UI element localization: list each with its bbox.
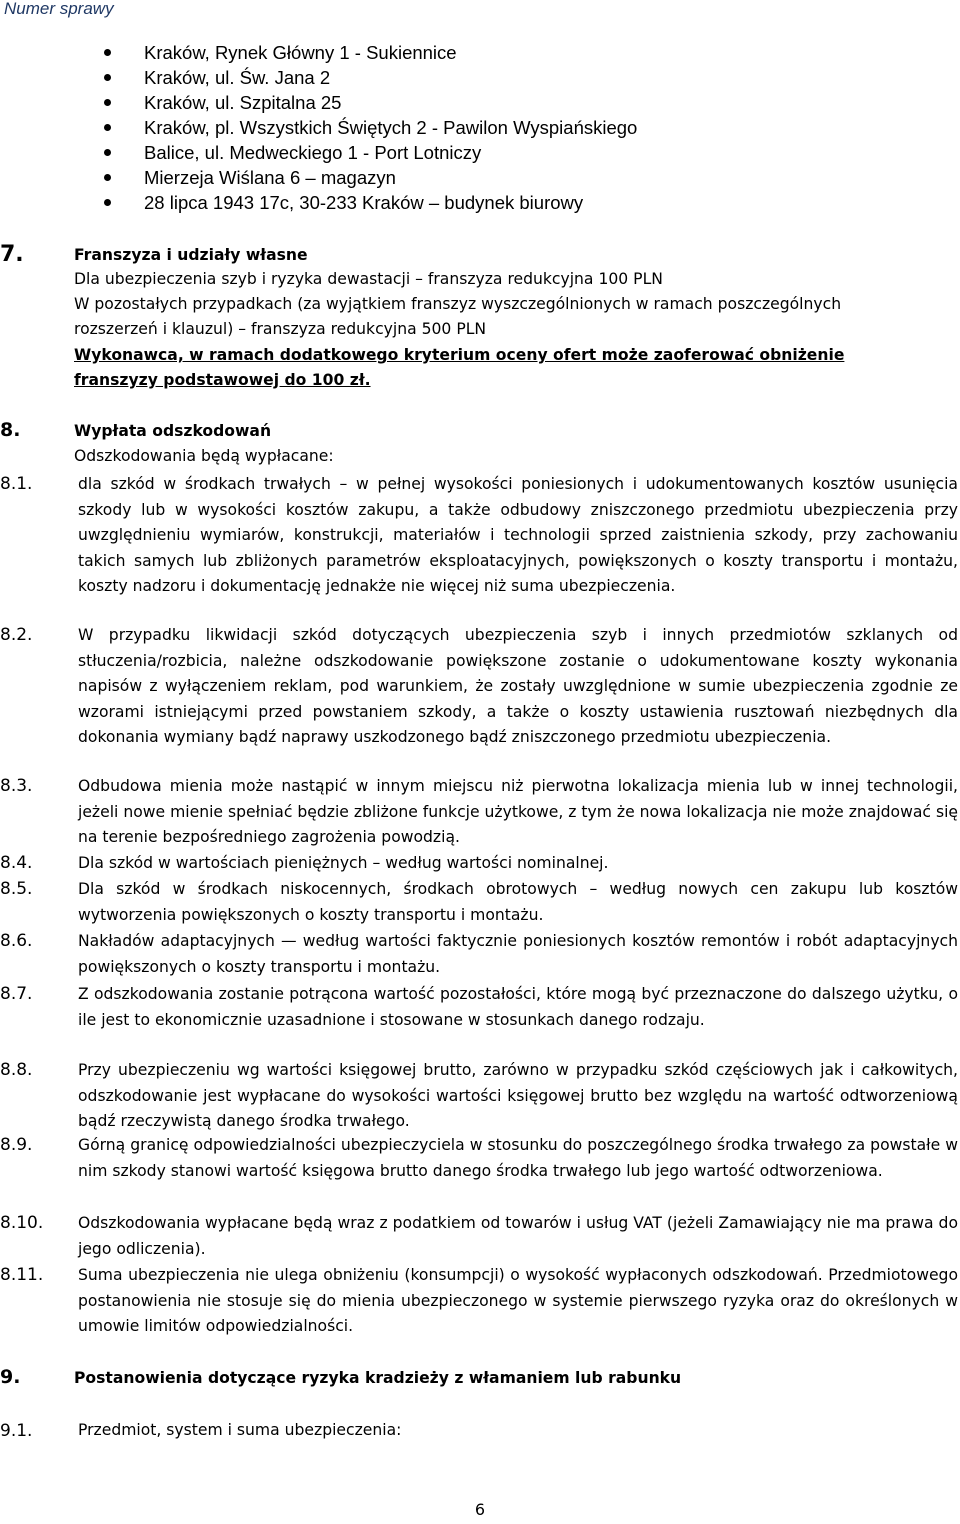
locations-list xyxy=(0,40,637,215)
location-text: Kraków, pl. Wszystkich Świętych 2 - Pawilon Wyspiańskiego xyxy=(144,117,638,138)
bullet-icon xyxy=(104,149,111,156)
list-item xyxy=(0,65,637,90)
item-text: Odbudowa mienia może nastąpić w innym miejscu niż pierwotna lokalizacja mienia lub w innej technologii, jeżeli nowe mienie spełniać będzie zbliżone funkcje użytkowe, z tym że nowa lokalizacja nie może znajdować się na terenie bezpośredniego zagrożenia powodzią. xyxy=(78,777,958,846)
item-number: 8.10. xyxy=(0,1213,44,1233)
page-number: 6 xyxy=(474,1500,486,1519)
location-text: Mierzeja Wiślana 6 – magazyn xyxy=(144,167,396,188)
location-text: Kraków, Rynek Główny 1 - Sukiennice xyxy=(144,42,457,63)
bullet-icon xyxy=(104,174,111,181)
emphasis-line: franszyzy podstawowej do 100 zł. xyxy=(74,371,371,389)
section-title: Franszyza i udziały własne xyxy=(74,246,308,264)
text-line: W pozostałych przypadkach (za wyjątkiem franszyz wyszczególnionych w ramach poszczególnych xyxy=(74,295,842,313)
item-text: Z odszkodowania zostanie potrącona wartość pozostałości, które mogą być przeznaczone do dalszego użytku, o ile jest to ekonomicznie uzasadnione i stosowane w stosunkach danego rodzaju. xyxy=(78,985,958,1029)
location-text: Balice, ul. Medweckiego 1 - Port Lotniczy xyxy=(144,142,482,163)
bullet-icon xyxy=(104,49,111,56)
location-text: Kraków, ul. Św. Jana 2 xyxy=(144,67,331,88)
item-number: 8.8. xyxy=(0,1060,33,1080)
emphasis-line: Wykonawca, w ramach dodatkowego kryterium oceny ofert może zaoferować obniżenie xyxy=(74,346,845,364)
item-number: 8.4. xyxy=(0,853,33,873)
location-text: Kraków, ul. Szpitalna 25 xyxy=(144,92,342,113)
case-number-label: Numer sprawy xyxy=(4,0,114,18)
list-item xyxy=(0,40,637,65)
item-number: 8.2. xyxy=(0,625,33,645)
bullet-icon xyxy=(104,74,111,81)
item-number: 8.7. xyxy=(0,984,33,1004)
bullet-icon xyxy=(104,199,111,206)
item-text: Przy ubezpieczeniu wg wartości księgowej brutto, zarówno w przypadku szkód częściowych jak i całkowitych, odszkodowanie jest wypłacane do wysokości wartości księgowej brutto bez względu na wartość odtworzeniową bądź rzeczywistą danego środka trwałego. xyxy=(78,1061,958,1130)
item-number: 8.6. xyxy=(0,931,33,951)
section-number: 8. xyxy=(0,419,21,441)
list-item xyxy=(0,140,637,165)
text-line: rozszerzeń i klauzul) – franszyza redukcyjna 500 PLN xyxy=(74,320,487,338)
item-number: 9.1. xyxy=(0,1421,33,1441)
item-text: Górną granicę odpowiedzialności ubezpieczyciela w stosunku do poszczególnego środka trwałego za powstałe w nim szkody stanowi wartość księgowa brutto danego środka trwałego lub jego wartość odtworzeniowa. xyxy=(78,1136,958,1180)
item-text: Odszkodowania wypłacane będą wraz z podatkiem od towarów i usług VAT (jeżeli Zamawiający nie ma prawa do jego odliczenia). xyxy=(78,1214,958,1258)
bullet-icon xyxy=(104,124,111,131)
text-line: Dla ubezpieczenia szyb i ryzyka dewastacji – franszyza redukcyjna 100 PLN xyxy=(74,270,663,288)
section-subtitle: Odszkodowania będą wypłacane: xyxy=(74,447,334,465)
item-number: 8.3. xyxy=(0,776,33,796)
item-text: Dla szkód w środkach niskocennych, środkach obrotowych – według nowych cen zakupu lub kosztów wytworzenia powiększonych o koszty transportu i montażu. xyxy=(78,880,958,924)
item-number: 8.5. xyxy=(0,879,33,899)
section-number: 7. xyxy=(0,242,24,267)
item-text: Nakładów adaptacyjnych — według wartości faktycznie poniesionych kosztów remontów i robót adaptacyjnych powiększonych o koszty transportu i montażu. xyxy=(78,932,958,976)
item-number: 8.1. xyxy=(0,474,33,494)
item-text: Dla szkód w wartościach pieniężnych – według wartości nominalnej. xyxy=(78,854,609,872)
item-text: Suma ubezpieczenia nie ulega obniżeniu (konsumpcji) o wysokość wypłaconych odszkodowań. Przedmiotowego postanowienia nie stosuje się do mienia ubezpieczonego w systemie pierwszego ryzyka oraz do określonych w umowie limitów odpowiedzialności. xyxy=(78,1266,958,1335)
list-item xyxy=(0,190,637,215)
item-text: Przedmiot, system i suma ubezpieczenia: xyxy=(78,1421,402,1439)
item-number: 8.11. xyxy=(0,1265,44,1285)
section-number: 9. xyxy=(0,1366,21,1388)
location-text: 28 lipca 1943 17c, 30-233 Kraków – budynek biurowy xyxy=(144,192,584,213)
section-title: Postanowienia dotyczące ryzyka kradzieży z włamaniem lub rabunku xyxy=(74,1369,682,1387)
item-number: 8.9. xyxy=(0,1135,33,1155)
bullet-icon xyxy=(104,99,111,106)
list-item xyxy=(0,115,637,140)
section-title: Wypłata odszkodowań xyxy=(74,422,272,440)
list-item xyxy=(0,90,637,115)
item-text: W przypadku likwidacji szkód dotyczących ubezpieczenia szyb i innych przedmiotów szklanych od stłuczenia/rozbicia, należne odszkodowanie powiększone zostanie o udokumentowane koszty wykonania napisów z wyłączeniem reklam, pod warunkiem, że zostały uwzględnione w sumie ubezpieczenia zgodnie ze wzorami istniejącymi przed powstaniem szkody, a także o koszty ustawienia rusztowań niezbędnych dla dokonania wymiany bądź naprawy uszkodzonego bądź zniszczonego przedmiotu ubezpieczenia. xyxy=(78,626,958,746)
item-text: dla szkód w środkach trwałych – w pełnej wysokości poniesionych i udokumentowanych kosztów usunięcia szkody lub w wysokości kosztów zakupu, a także odbudowy zniszczonego przedmiotu ubezpieczenia przy uwzględnieniu wymiarów, konstrukcji, materiałów i technologii sprzed zaistnienia szkody, przy zachowaniu takich samych lub zbliżonych parametrów eksploatacyjnych, powiększonych o koszty transportu i montażu, koszty nadzoru i dokumentację jednakże nie więcej niż suma ubezpieczenia. xyxy=(78,475,958,595)
list-item xyxy=(0,165,637,190)
